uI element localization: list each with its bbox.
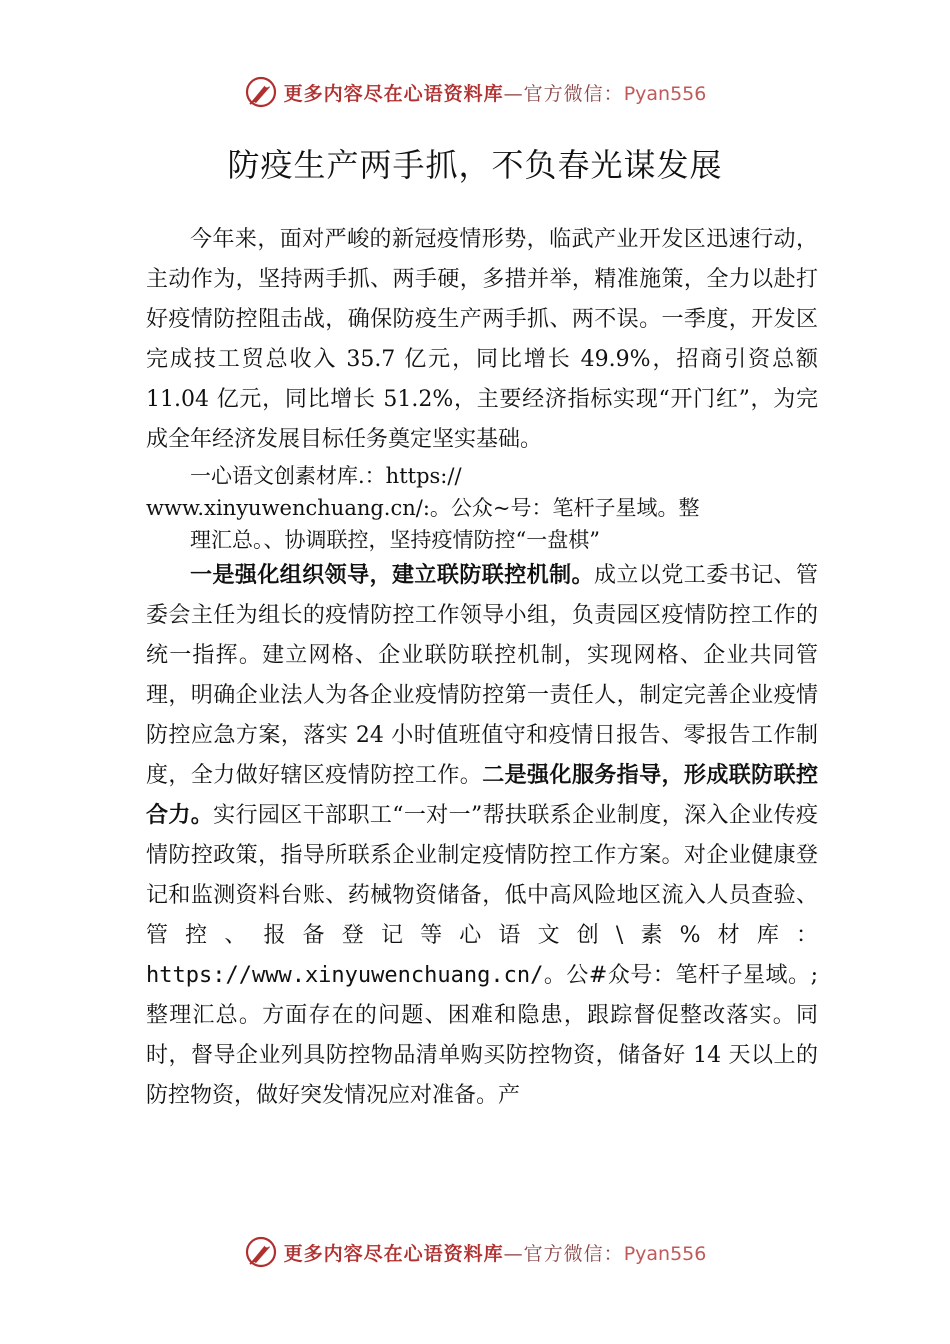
footer-banner — [0, 1230, 950, 1274]
source-note-line-1-text: 一心语文创素材库.：https:// — [190, 464, 462, 488]
page-title: 防疫生产两手抓，不负春光谋发展 — [227, 146, 723, 184]
footer-banner-text — [284, 1239, 707, 1266]
source-note — [146, 460, 818, 556]
source-note-line-1 — [190, 460, 818, 492]
banner-brand: 更多内容尽在心语资料库 — [283, 82, 504, 105]
footer-banner-wechat-label: 官方微信： — [523, 1242, 624, 1265]
document-body — [146, 220, 818, 1116]
header-banner — [0, 70, 950, 114]
section-2-url: https://www.xinyuwenchuang.cn/ — [146, 963, 544, 988]
banner-wechat-label: 官方微信： — [523, 82, 624, 105]
footer-banner-dash: — — [503, 1242, 524, 1265]
header-banner-text — [284, 79, 707, 106]
section-1-heading: 一是强化组织领导，建立联防联控机制。 — [190, 563, 594, 588]
section-2-heading: 二是强化服务指导，形成联防联控合力。 — [146, 763, 818, 828]
banner-dash: — — [503, 82, 524, 105]
pen-nib-logo-icon — [244, 75, 278, 109]
section-1-paragraph — [146, 556, 818, 1116]
pen-nib-logo-icon — [244, 1235, 278, 1269]
intro-paragraph: 今年来，面对严峻的新冠疫情形势，临武产业开发区迅速行动，主动作为，坚持两手抓、两手硬，多措并举，精准施策，全力以赴打好疫情防控阻击战，确保防疫生产两手抓、两不误。一季度，开发区完成技工贸总收入 35.7 亿元，同比增长 49.9%，招商引资总额 11.04 亿元，同比增长 51.2%，主要经济指标实现“开门红”，为完成全年经济发展目标任务奠定坚实基础。 — [146, 227, 818, 452]
section-2-text-b: 。公#众号：笔杆子星域。;整理汇总。方面存在的问题、困难和隐患，跟踪督促整改落实。同时，督导企业列具防控物品清单购买防控物资，储备好 14 天以上的防控物资，做好突发情况应对准备。产 — [146, 963, 818, 1108]
section-1-text: 成立以党工委书记、管委会主任为组长的疫情防控工作领导小组，负责园区疫情防控工作的统一指挥。建立网格、企业联防联控机制，实现网格、企业共同管理，明确企业法人为各企业疫情防控第一责任人，制定完善企业疫情防控应急方案，落实 24 小时值班值守和疫情日报告、零报告工作制度，全力做好辖区疫情防控工作。 — [146, 563, 818, 788]
source-note-line-3 — [190, 524, 818, 556]
section-2-text-a: 实行园区干部职工“一对一”帮扶联系企业制度，深入企业传疫情防控政策，指导所联系企业制定疫情防控工作方案。对企业健康登记和监测资料台账、药械物资储备，低中高风险地区流入人员查验、管控、报备登记等心语文创\素%材库： — [146, 803, 818, 948]
footer-banner-brand: 更多内容尽在心语资料库 — [283, 1242, 504, 1265]
source-note-line-2-text: www.xinyuwenchuang.cn/:。公众~号：笔杆子星域。整 — [146, 496, 700, 520]
source-note-line-2 — [146, 492, 818, 524]
footer-banner-wechat-id: Pyan556 — [623, 1242, 707, 1265]
banner-wechat-id: Pyan556 — [623, 82, 707, 105]
source-note-line-3-text: 理汇总。、协调联控，坚持疫情防控“一盘棋” — [190, 528, 600, 552]
